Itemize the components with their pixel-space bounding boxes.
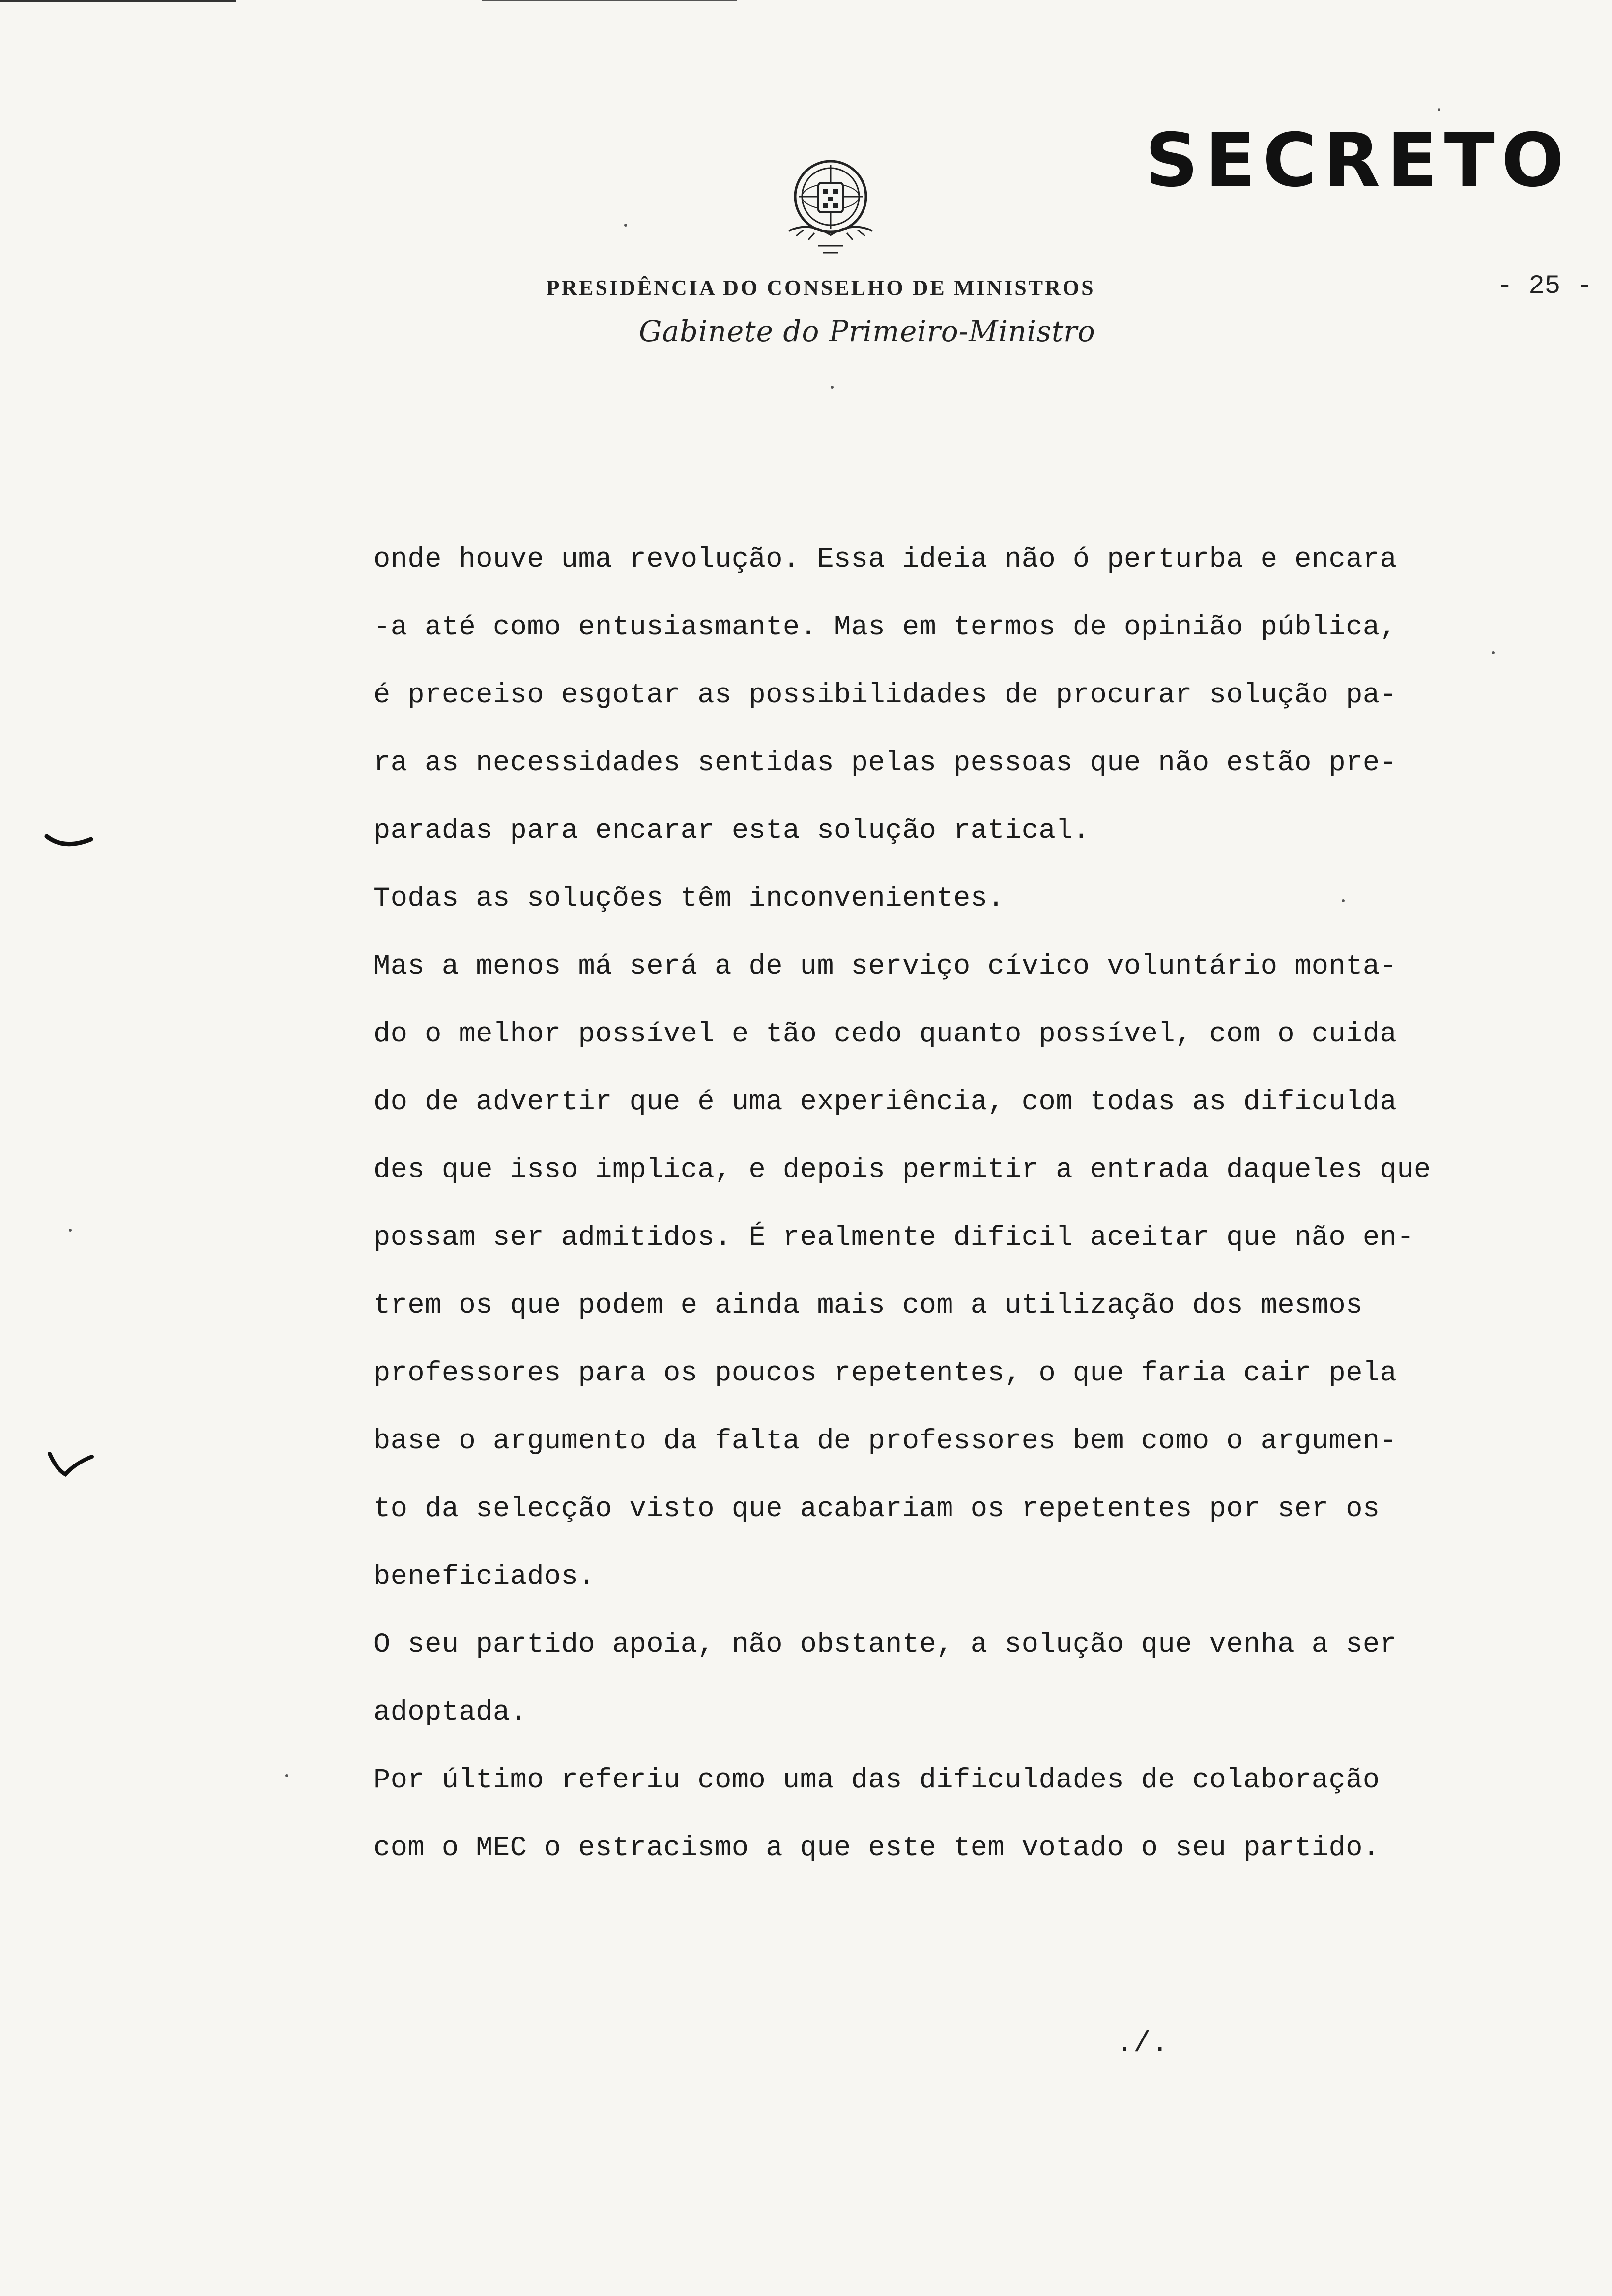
text-line: Mas a menos má será a de um serviço cívico voluntário monta-: [374, 951, 1397, 982]
scan-speck: [831, 386, 834, 389]
text-line: O seu partido apoia, não obstante, a solução que venha a ser: [374, 1629, 1397, 1661]
check-mark-icon: [47, 1450, 96, 1484]
text-line: trem os que podem e ainda mais com a utilização dos mesmos: [374, 1290, 1363, 1321]
text-line: des que isso implica, e depois permitir a entrada daqueles que: [374, 1154, 1431, 1186]
scan-speck: [69, 1229, 72, 1232]
scan-edge-line: [0, 0, 236, 2]
text-line: -a até como entusiasmante. Mas em termos de opinião pública,: [374, 612, 1397, 643]
text-line: beneficiados.: [374, 1561, 596, 1593]
text-line: paradas para encarar esta solução ratical.: [374, 815, 1090, 847]
body-text: [374, 526, 1494, 1882]
scan-speck: [1438, 108, 1440, 111]
text-line: to da selecção visto que acabariam os repetentes por ser os: [374, 1493, 1380, 1525]
text-line: é preceiso esgotar as possibilidades de procurar solução pa-: [374, 680, 1397, 711]
text-line: onde houve uma revolução. Essa ideia não ó perturba e encara: [374, 544, 1397, 575]
text-line: professores para os poucos repetentes, o que faria cair pela: [374, 1358, 1397, 1389]
text-line: Por último referiu como uma das dificuldades de colaboração: [374, 1765, 1380, 1796]
institution-heading: PRESIDÊNCIA DO CONSELHO DE MINISTROS: [546, 276, 1095, 300]
scan-speck: [1342, 899, 1345, 902]
text-line: Todas as soluções têm inconvenientes.: [374, 883, 1005, 915]
scan-speck: [285, 1774, 288, 1777]
text-line: ra as necessidades sentidas pelas pessoas que não estão pre-: [374, 747, 1397, 779]
classification-stamp: SECRETO: [1145, 118, 1571, 203]
scan-speck: [624, 224, 627, 227]
text-line: adoptada.: [374, 1697, 527, 1728]
text-line: do o melhor possível e tão cedo quanto possível, com o cuida: [374, 1019, 1397, 1050]
coat-of-arms-icon: [769, 147, 892, 260]
scan-edge-line: [482, 0, 737, 1]
scan-speck: [1492, 651, 1495, 654]
text-line: possam ser admitidos. É realmente dificil aceitar que não en-: [374, 1222, 1414, 1254]
check-mark-icon: [44, 831, 98, 860]
text-line: com o MEC o estracismo a que este tem votado o seu partido.: [374, 1833, 1380, 1864]
page-number: - 25 -: [1497, 271, 1592, 301]
text-line: do de advertir que é uma experiência, com todas as dificulda: [374, 1087, 1397, 1118]
continuation-mark: ./.: [1116, 2027, 1169, 2061]
cabinet-subtitle: Gabinete do Primeiro-Ministro: [639, 315, 1095, 348]
text-line: base o argumento da falta de professores bem como o argumen-: [374, 1426, 1397, 1457]
